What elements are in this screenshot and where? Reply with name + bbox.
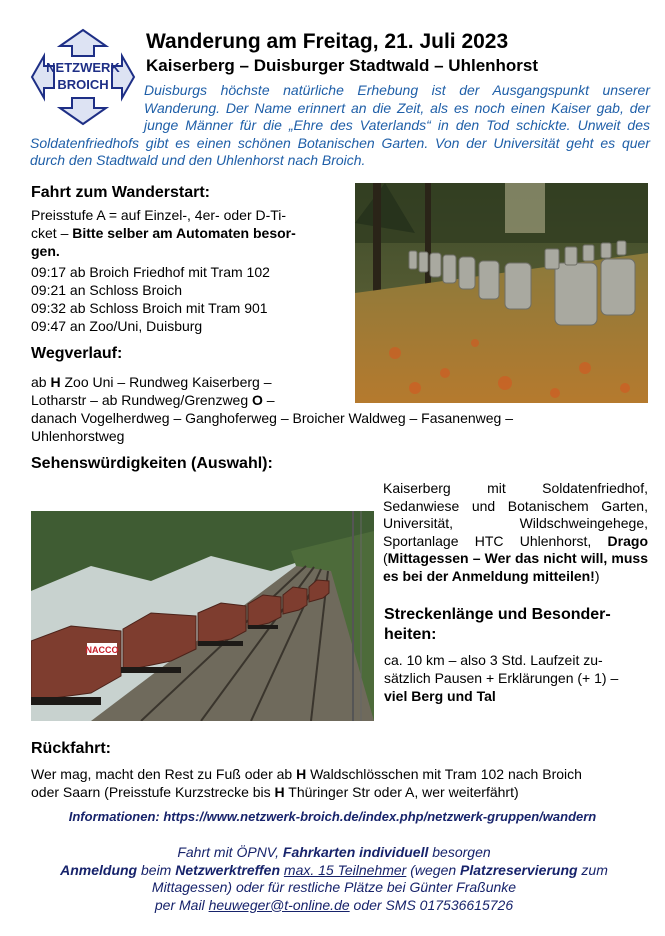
svg-text:BROICH: BROICH [57,77,109,92]
info-link[interactable]: Informationen: https://www.netzwerk-broich.de/index.php/netzwerk-gruppen/wandern [68,809,597,824]
footer-registration: Fahrt mit ÖPNV, Fahrkarten individuell besorgen Anmeldung beim Netzwerktreffen max. 15 Teilnehmer (wegen Platzreservierung zum Mittagessen) oder für restliche Plätze bei Günter Fraßunke per Mail heuweger@t-online.de oder SMS 017536615726 [60,844,608,913]
weg-heading: Wegverlauf: [31,345,123,362]
intro-text: Duisburgs höchste natürliche Erhebung ist der Ausgangspunkt unserer Wanderung. Der Name erinnert an die Zeit, als es noch einen Kaiser gab, der junge Männer für die „Ehre des Vaterlands“ in den Tod schickte. Unweit des Soldatenfriedhofs gibt es einen schönen Botanischen Garten. Von der Universität geht es quer durch den Stadtwald und den Uhlenhorst nach Broich. [30,82,650,169]
max-participants-note: max. 15 Teilnehmer [283,861,407,878]
schedule-row: 09:47 an Zoo/Uni, Duisburg [31,318,203,334]
fahrt-heading: Fahrt zum Wanderstart: [31,184,210,201]
page-title: Wanderung am Freitag, 21. Juli 2023 [146,30,509,53]
strecke-text: ca. 10 km – also 3 Std. Laufzeit zu- sätzlich Pausen + Erklärungen (+ 1) – viel Berg und Tal [384,652,619,704]
schedule-row: 09:21 an Schloss Broich [31,282,182,298]
schedule-row: 09:32 ab Schloss Broich mit Tram 901 [31,300,268,316]
rueck-heading: Rückfahrt: [31,740,112,757]
cemetery-photo [355,183,648,403]
svg-text:NETZWERK: NETZWERK [46,60,120,75]
fahrt-schedule [31,263,351,335]
freight-train-photo [31,511,374,721]
strecke-heading: Streckenlänge und Besonder- heiten: [384,606,611,643]
weg-route: ab H Zoo Uni – Rundweg Kaiserberg – Lotharstr – ab Rundweg/Grenzweg O – danach Vogelherdweg – Ganghoferweg – Broicher Waldweg – Fasanenweg – Uhlenhorstweg [31,374,514,444]
fahrt-ticket-info: Preisstufe A = auf Einzel-, 4er- oder D-Ti- cket – Bitte selber am Automaten besor- gen. [31,207,296,259]
page-subtitle: Kaiserberg – Duisburger Stadtwald – Uhlenhorst [146,56,539,75]
wagon-label: NACCO [85,645,119,655]
schedule-row: 09:17 ab Broich Friedhof mit Tram 102 [31,264,270,280]
email-link[interactable]: heuweger@t-online.de [208,896,350,913]
intro-paragraph [30,82,650,170]
rueck-text: Wer mag, macht den Rest zu Fuß oder ab H Waldschlösschen mit Tram 102 nach Broich oder Saarn (Preisstufe Kurzstrecke bis H Thüringer Str oder A, wer weiterfährt) [31,766,582,800]
sights-heading: Sehenswürdigkeiten (Auswahl): [31,455,273,472]
sights-text: Kaiserberg mit Soldatenfriedhof, Sedanwiese und Botanischem Garten, Universität, Wildschweingehege, Sportanlage HTC Uhlenhorst, Drago (Mittagessen – Wer das nicht will, muss es bei der Anmeldung mitteilen!) [383,480,648,584]
